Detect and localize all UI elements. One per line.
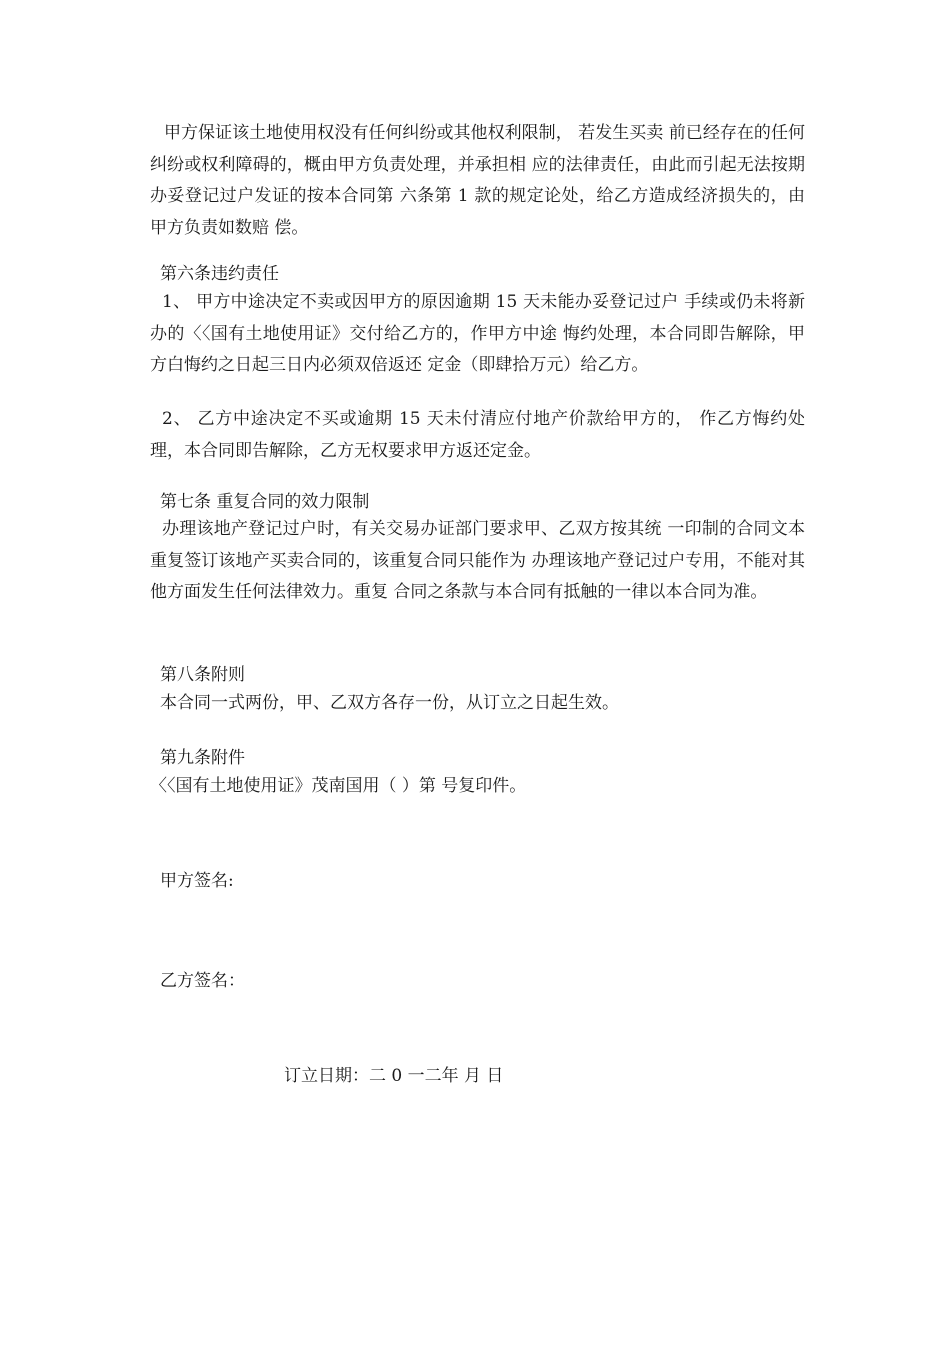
article-7-body: 办理该地产登记过户时，有关交易办证部门要求甲、乙双方按其统 一印制的合同文本重复签订该地产买卖合同的，该重复合同只能作为 办理该地产登记过户专用，不能对其他方面发生任何法律效力。重复 合同之条款与本合同有抵触的一律以本合同为准。 [150, 519, 805, 602]
article-8-title: 第八条附则 [160, 665, 245, 685]
article-6-item-1: 1、 甲方中途决定不卖或因甲方的原因逾期 15 天未能办妥登记过户 手续或仍未将新办的〈〈国有土地使用证》交付给乙方的，作甲方中途 悔约处理，本合同即告解除，甲方白悔约之日起三日内必须双倍返还 定金（即肆拾万元）给乙方。 [150, 292, 805, 375]
article-9-body: 〈〈国有土地使用证》茂南国用（ ）第 号复印件。 [150, 776, 527, 796]
article-9-title: 第九条附件 [160, 748, 245, 768]
article-8-body: 本合同一式两份，甲、乙双方各存一份，从订立之日起生效。 [160, 693, 619, 713]
article-6-item-2: 2、 乙方中途决定不买或逾期 15 天未付清应付地产价款给甲方的， 作乙方悔约处理，本合同即告解除，乙方无权要求甲方返还定金。 [150, 409, 805, 461]
signing-date: 订立日期：二 0 一二年 月 日 [284, 1066, 504, 1086]
party-a-signature-label: 甲方签名: [160, 871, 234, 891]
guarantee-paragraph: 甲方保证该土地使用权没有任何纠纷或其他权利限制， 若发生买卖 前已经存在的任何纠纷或权利障碍的，概由甲方负责处理，并承担相 应的法律责任，由此而引起无法按期办妥登记过户发证的按本合同第 六条第 1 款的规定论处，给乙方造成经济损失的，由甲方负责如数赔 偿。 [150, 123, 805, 238]
article-7-title: 第七条 重复合同的效力限制 [160, 492, 370, 512]
article-6-title: 第六条违约责任 [160, 264, 279, 284]
party-b-signature-label: 乙方签名： [160, 971, 245, 991]
